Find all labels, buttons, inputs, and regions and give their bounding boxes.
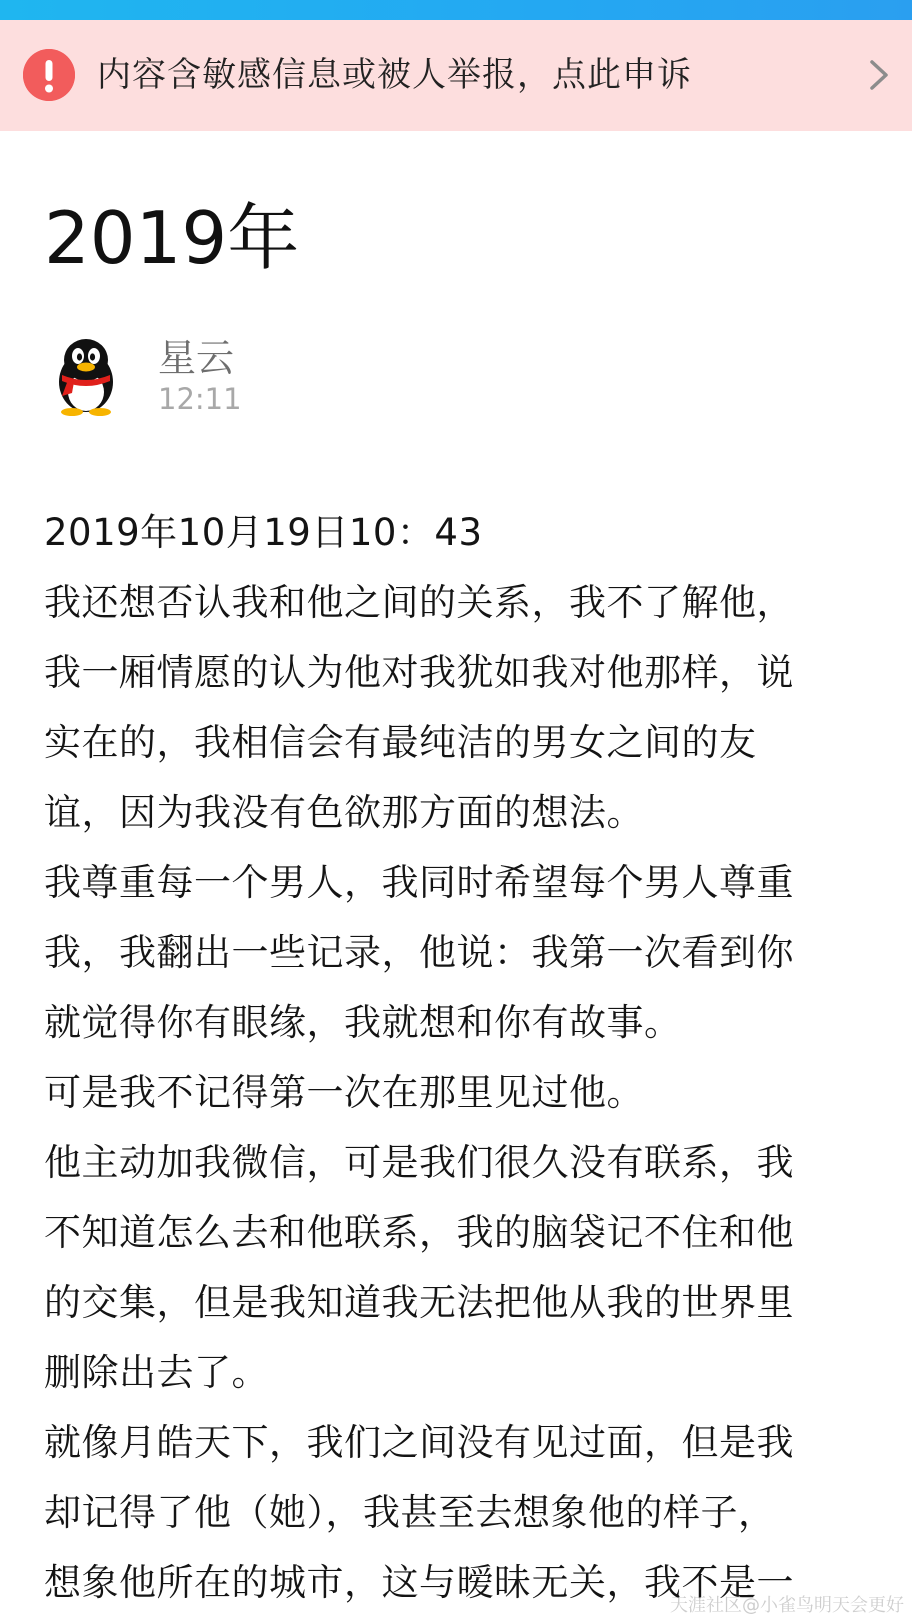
post-title: 2019年 xyxy=(44,196,300,280)
content-line: 却记得了他（她），我甚至去想象他的样子， xyxy=(44,1491,776,1534)
sensitive-content-appeal-banner[interactable] xyxy=(0,20,912,131)
content-line: 的交集，但是我知道我无法把他从我的世界里 xyxy=(44,1281,794,1324)
content-line: 可是我不记得第一次在那里见过他。 xyxy=(44,1071,644,1114)
content-line: 想象他所在的城市，这与暧昧无关，我不是一 xyxy=(44,1561,794,1604)
author-name[interactable]: 星云 xyxy=(158,336,235,380)
chevron-right-icon xyxy=(866,58,892,92)
post-time: 12:11 xyxy=(158,382,242,416)
appeal-notice-text: 内容含敏感信息或被人举报，点此申诉 xyxy=(97,55,692,95)
post-content xyxy=(44,498,874,1618)
content-line: 就像月皓天下，我们之间没有见过面，但是我 xyxy=(44,1421,794,1464)
content-line: 我还想否认我和他之间的关系，我不了解他， xyxy=(44,581,794,624)
warning-icon xyxy=(23,49,75,101)
content-line: 实在的，我相信会有最纯洁的男女之间的友 xyxy=(44,721,757,764)
content-line: 删除出去了。 xyxy=(44,1351,269,1394)
content-line: 就觉得你有眼缘，我就想和你有故事。 xyxy=(44,1001,682,1044)
content-line: 不知道怎么去和他联系，我的脑袋记不住和他 xyxy=(44,1211,794,1254)
content-line: 2019年10月19日10：43 xyxy=(44,511,483,554)
content-line: 谊，因为我没有色欲那方面的想法。 xyxy=(44,791,644,834)
site-watermark: 天涯社区@小雀鸟明天会更好 xyxy=(670,1595,904,1616)
content-line: 我一厢情愿的认为他对我犹如我对他那样，说 xyxy=(44,651,794,694)
content-line: 我尊重每一个男人，我同时希望每个男人尊重 xyxy=(44,861,794,904)
qq-penguin-avatar-icon[interactable] xyxy=(52,338,120,416)
status-bar-strip xyxy=(0,0,912,20)
content-line: 他主动加我微信，可是我们很久没有联系，我 xyxy=(44,1141,794,1184)
content-line: 我，我翻出一些记录，他说：我第一次看到你 xyxy=(44,931,794,974)
